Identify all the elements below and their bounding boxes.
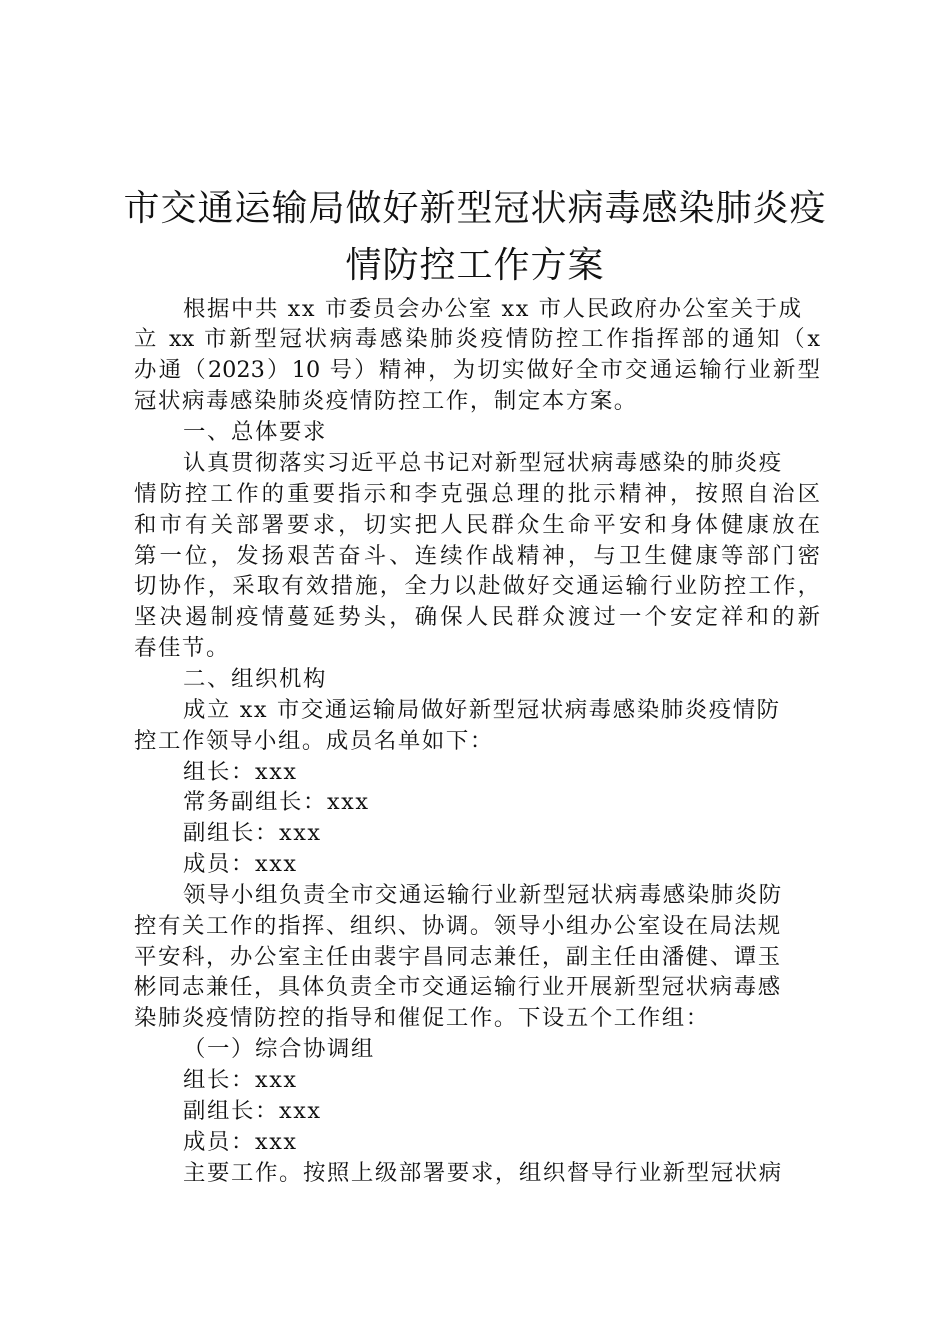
body-line: 和市有关部署要求，切实把人民群众生命平安和身体健康放在 — [134, 512, 820, 538]
document-title-line-1: 市交通运输局做好新型冠状病毒感染肺炎疫 — [123, 188, 827, 229]
body-line: 领导小组负责全市交通运输行业新型冠状病毒感染肺炎防 — [183, 882, 783, 908]
body-line: 情防控工作的重要指示和李克强总理的批示精神，按照自治区 — [134, 481, 820, 507]
body-line: 办通（2023）10 号）精神，为切实做好全市交通运输行业新型 — [134, 357, 820, 383]
body-line: 坚决遏制疫情蔓延势头，确保人民群众渡过一个安定祥和的新 — [134, 604, 820, 630]
body-line: 切协作，采取有效措施，全力以赴做好交通运输行业防控工作， — [134, 573, 820, 599]
body-line: 立 xx 市新型冠状病毒感染肺炎疫情防控工作指挥部的通知（x — [134, 326, 820, 352]
member-line: 组长：xxx — [183, 1067, 298, 1093]
member-line: 成员：xxx — [183, 851, 298, 877]
body-line: 彬同志兼任，具体负责全市交通运输行业开展新型冠状病毒感 — [134, 974, 782, 1000]
body-line: 染肺炎疫情防控的指导和催促工作。下设五个工作组： — [134, 1005, 710, 1031]
member-line: 常务副组长：xxx — [183, 789, 370, 815]
section-heading: 二、组织机构 — [183, 666, 327, 692]
document-title-line-2: 情防控工作方案 — [345, 245, 605, 286]
member-line: 组长：xxx — [183, 759, 298, 785]
subsection-heading: （一）综合协调组 — [183, 1036, 375, 1062]
body-line: 冠状病毒感染肺炎疫情防控工作，制定本方案。 — [134, 388, 638, 414]
member-line: 副组长：xxx — [183, 820, 322, 846]
body-line: 控有关工作的指挥、组织、协调。领导小组办公室设在局法规 — [134, 913, 782, 939]
body-line: 春佳节。 — [134, 635, 230, 661]
body-line: 根据中共 xx 市委员会办公室 xx 市人民政府办公室关于成 — [183, 296, 803, 322]
section-heading: 一、总体要求 — [183, 419, 327, 445]
member-line: 成员：xxx — [183, 1129, 298, 1155]
body-line: 第一位，发扬艰苦奋斗、连续作战精神，与卫生健康等部门密 — [134, 543, 820, 569]
body-line: 成立 xx 市交通运输局做好新型冠状病毒感染肺炎疫情防 — [183, 697, 781, 723]
member-line: 副组长：xxx — [183, 1098, 322, 1124]
body-line: 认真贯彻落实习近平总书记对新型冠状病毒感染的肺炎疫 — [183, 450, 783, 476]
body-line: 主要工作。按照上级部署要求，组织督导行业新型冠状病 — [183, 1160, 783, 1186]
body-line: 平安科，办公室主任由裴宇昌同志兼任，副主任由潘健、谭玉 — [134, 944, 782, 970]
body-line: 控工作领导小组。成员名单如下： — [134, 728, 494, 754]
